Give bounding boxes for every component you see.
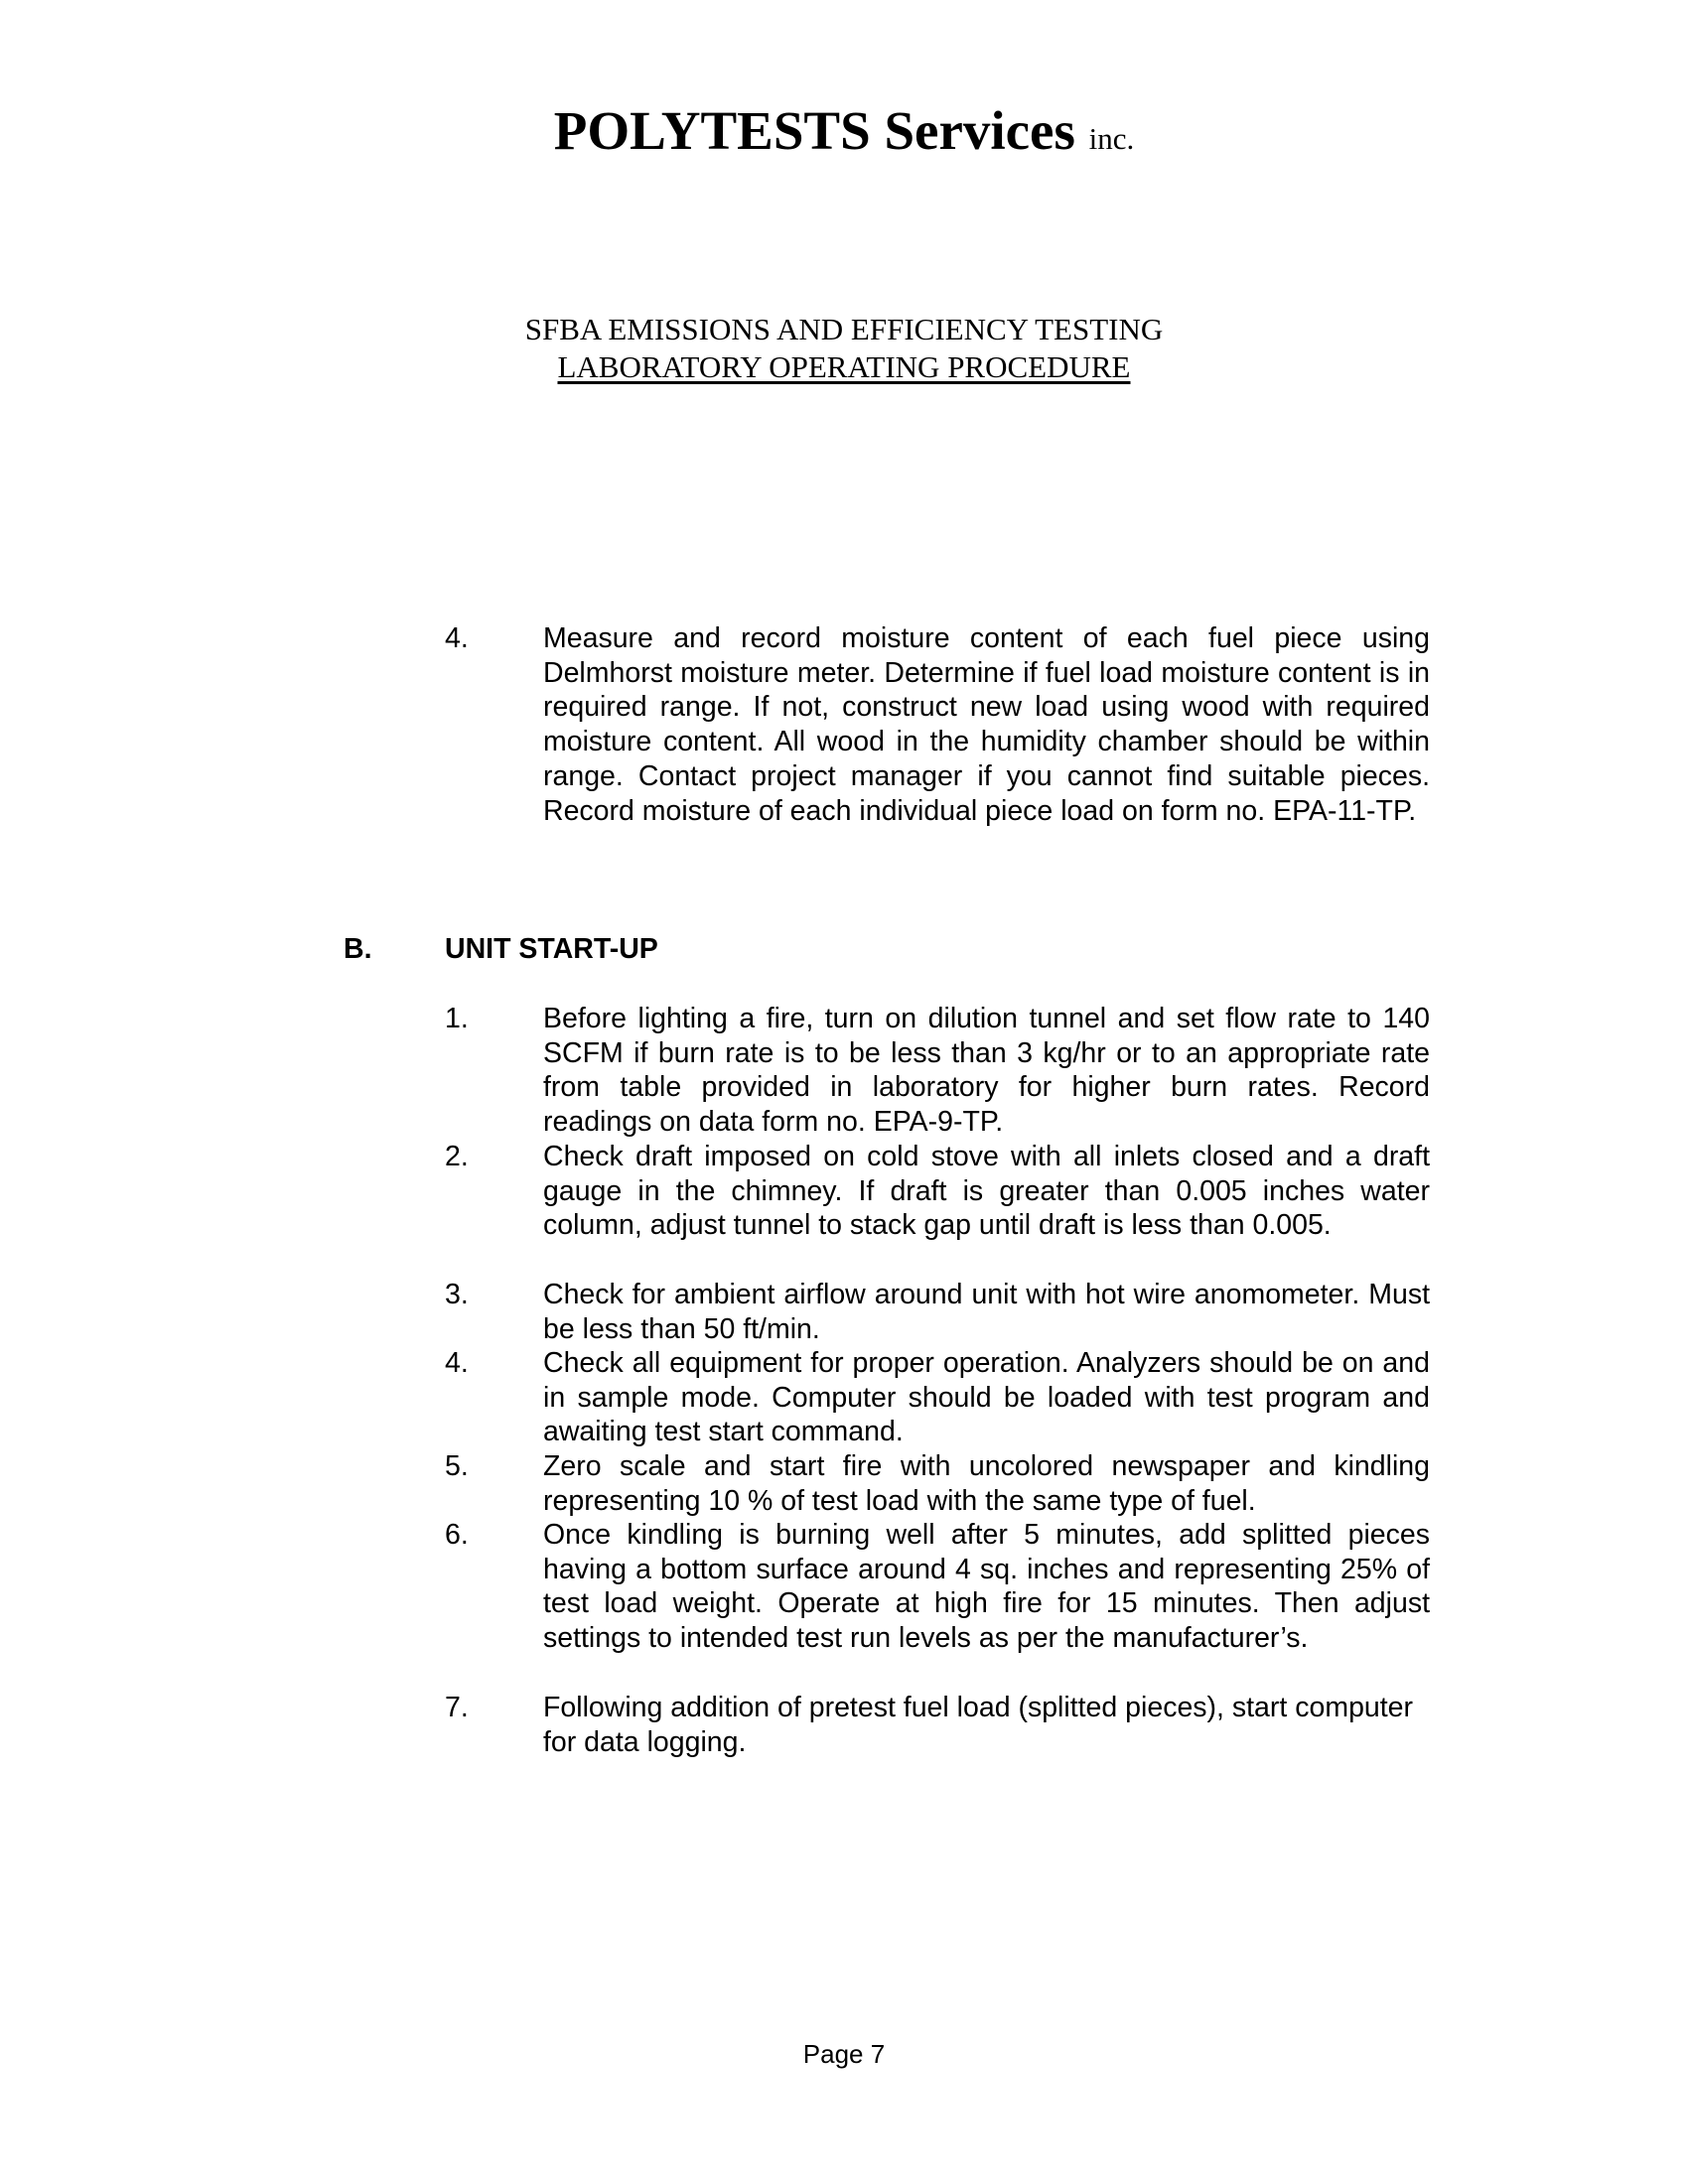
section-letter: B.: [344, 933, 372, 965]
list-item-number: 4.: [445, 622, 469, 654]
list-item-text: Once kindling is burning well after 5 minutes, add splitted pieces having a bottom surface around 4 sq. inches and representing 25% of test load weight. Operate at high fire for 15 minutes. Then adjust settings to intended test run levels as per the manufacturer’s.: [543, 1519, 1430, 1655]
list-item-7: [445, 1691, 1430, 1759]
list-item-text: Check for ambient airflow around unit with hot wire anomometer. Must be less than 50 ft/min.: [543, 1279, 1430, 1345]
company-name-header: [0, 91, 1688, 179]
list-item-2: [445, 1140, 1430, 1243]
list-item-text: Check all equipment for proper operation. Analyzers should be on and in sample mode. Computer should be loaded with test program and awaiting test start command.: [543, 1347, 1430, 1448]
list-item-number: 5.: [445, 1450, 469, 1482]
list-item-6: [445, 1518, 1430, 1656]
list-item-prior-4: [445, 621, 1430, 828]
document-title-line2: LABORATORY OPERATING PROCEDURE: [557, 349, 1131, 384]
list-item-text: Following addition of pretest fuel load (splitted pieces), start computer for data logging.: [543, 1692, 1414, 1758]
list-item-4: [445, 1346, 1430, 1449]
list-item-1: [445, 1002, 1430, 1140]
list-item-number: 7.: [445, 1692, 469, 1723]
list-item-text: Check draft imposed on cold stove with all inlets closed and a draft gauge in the chimney. If draft is greater than 0.005 inches water column, adjust tunnel to stack gap until draft is less than 0.005.: [543, 1141, 1430, 1242]
list-item-text: Before lighting a fire, turn on dilution tunnel and set flow rate to 140 SCFM if burn rate is to be less than 3 kg/hr or to an appropriate rate from table provided in laboratory for higher burn rates. Record readings on data form no. EPA-9-TP.: [543, 1003, 1430, 1139]
list-item-text: Measure and record moisture content of each fuel piece using Delmhorst moisture meter. Determine if fuel load moisture content is in required range. If not, construct new load using wood with required moisture content. All wood in the humidity chamber should be within range. Contact project manager if you cannot find suitable pieces. Record moisture of each individual piece load on form no. EPA-11-TP.: [543, 622, 1430, 827]
section-title: UNIT START-UP: [445, 933, 658, 965]
list-item-text: Zero scale and start fire with uncolored newspaper and kindling representing 10 % of test load with the same type of fuel.: [543, 1450, 1430, 1517]
list-item-5: [445, 1449, 1430, 1518]
list-item-number: 1.: [445, 1003, 469, 1034]
list-item-number: 4.: [445, 1347, 469, 1379]
document-title-line1: SFBA EMISSIONS AND EFFICIENCY TESTING: [524, 312, 1164, 346]
company-name: POLYTESTS Services: [553, 100, 1075, 161]
list-item-number: 2.: [445, 1141, 469, 1172]
list-item-number: 3.: [445, 1279, 469, 1310]
list-item-3: [445, 1278, 1430, 1346]
company-suffix: inc.: [1088, 121, 1135, 156]
page-number: Page 7: [802, 2039, 886, 2069]
list-item-number: 6.: [445, 1519, 469, 1551]
